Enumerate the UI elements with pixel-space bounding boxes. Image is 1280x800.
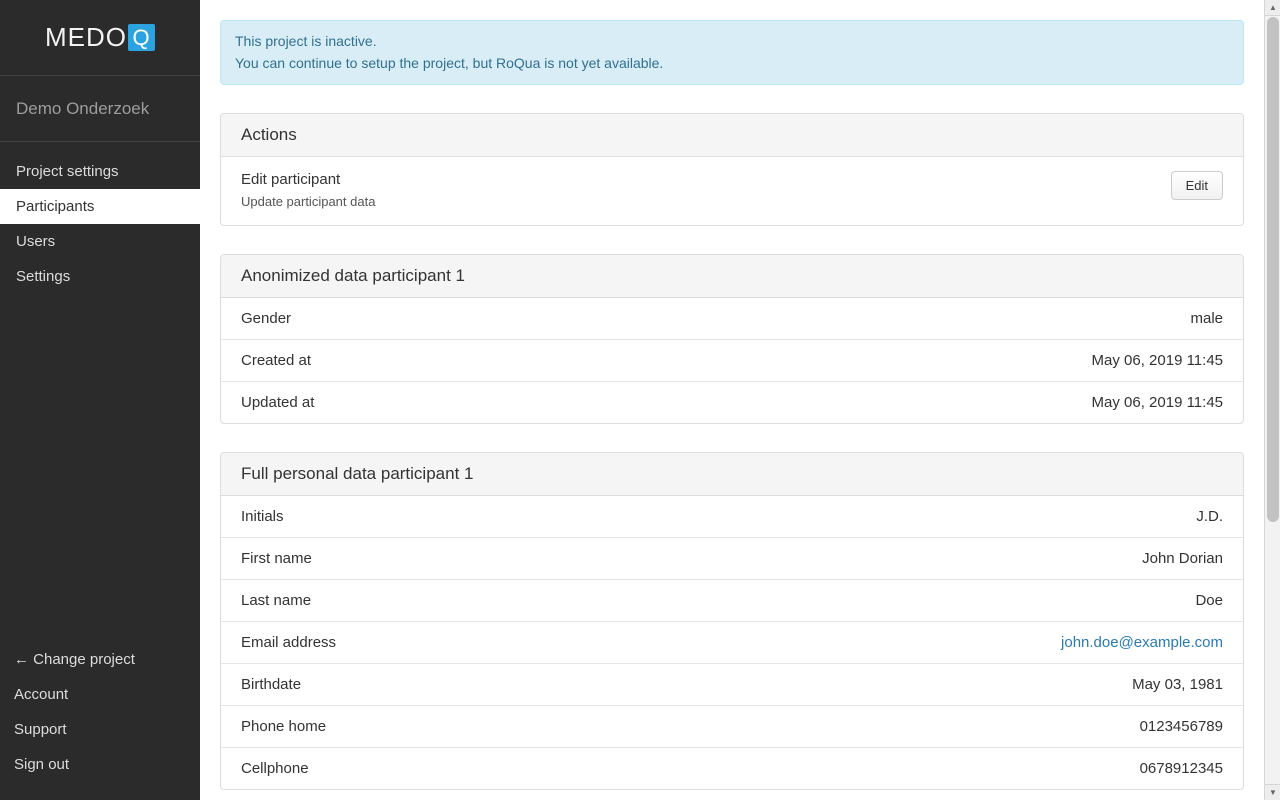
row-value: 0123456789 xyxy=(1139,718,1223,736)
row-value: 0678912345 xyxy=(1139,760,1223,778)
row-label: Last name xyxy=(241,592,312,610)
sign-out-link[interactable] xyxy=(0,747,200,782)
brand-text xyxy=(45,22,155,53)
table-row xyxy=(221,496,1243,538)
alert-line-2: You can continue to setup the project, but RoQua is not yet available. xyxy=(235,54,664,71)
main-content xyxy=(200,0,1280,800)
main-inner xyxy=(200,0,1280,790)
actions-panel xyxy=(220,113,1244,226)
edit-participant-subtitle: Update participant data xyxy=(241,194,376,210)
table-row xyxy=(221,340,1243,382)
email-link[interactable]: john.doe@example.com xyxy=(1061,634,1223,652)
brand-accent-letter: Q xyxy=(128,24,155,51)
alert-line-1: This project is inactive. xyxy=(235,33,377,49)
scroll-down-icon[interactable]: ▼ xyxy=(1265,784,1280,800)
vertical-scrollbar[interactable] xyxy=(1264,0,1280,800)
row-label: Email address xyxy=(241,634,337,652)
sidebar-bottom-nav xyxy=(0,642,200,782)
sidebar-item-project-settings[interactable] xyxy=(0,154,200,189)
sidebar-item-label: Users xyxy=(16,233,56,250)
table-row xyxy=(221,298,1243,340)
edit-participant-block xyxy=(241,171,375,209)
table-row xyxy=(221,580,1243,622)
table-row xyxy=(221,382,1243,423)
sidebar-nav xyxy=(0,154,200,294)
table-row xyxy=(221,706,1243,748)
sidebar-item-participants[interactable] xyxy=(0,189,200,224)
row-value: male xyxy=(1190,310,1223,328)
sidebar-item-users[interactable] xyxy=(0,224,200,259)
table-row xyxy=(221,622,1243,664)
row-label: Cellphone xyxy=(241,760,309,778)
personal-data-panel xyxy=(220,452,1244,790)
brand-logo[interactable] xyxy=(0,0,200,76)
sidebar-item-settings[interactable] xyxy=(0,259,200,294)
table-row xyxy=(221,748,1243,789)
project-name: Demo Onderzoek xyxy=(0,76,200,142)
sidebar xyxy=(0,0,200,800)
sidebar-item-label: Settings xyxy=(16,268,71,285)
account-link[interactable] xyxy=(0,677,200,712)
scroll-up-icon[interactable]: ▲ xyxy=(1265,0,1280,16)
inactive-project-alert xyxy=(220,20,1244,85)
row-value: May 03, 1981 xyxy=(1132,676,1223,694)
personal-panel-title: Full personal data participant 1 xyxy=(221,453,1243,496)
support-label: Support xyxy=(14,721,67,738)
brand-word: MEDO xyxy=(45,22,127,52)
table-row xyxy=(221,664,1243,706)
row-value: Doe xyxy=(1195,592,1223,610)
row-label: Updated at xyxy=(241,394,315,412)
row-label: Initials xyxy=(241,508,284,526)
change-project-link[interactable] xyxy=(0,642,200,677)
row-label: Created at xyxy=(241,352,312,370)
scrollbar-thumb[interactable] xyxy=(1267,17,1279,522)
actions-panel-title: Actions xyxy=(221,114,1243,157)
row-value: May 06, 2019 11:45 xyxy=(1091,394,1223,412)
anonymized-data-panel xyxy=(220,254,1244,424)
account-label: Account xyxy=(14,686,69,703)
sidebar-item-label: Project settings xyxy=(16,163,119,180)
row-label: Phone home xyxy=(241,718,327,736)
edit-participant-title: Edit participant xyxy=(241,171,341,189)
table-row xyxy=(221,538,1243,580)
anonymized-panel-title: Anonimized data participant 1 xyxy=(221,255,1243,298)
change-project-label: ← Change project xyxy=(14,651,135,668)
row-label: Gender xyxy=(241,310,292,328)
edit-button[interactable]: Edit xyxy=(1171,171,1223,200)
sign-out-label: Sign out xyxy=(14,756,70,773)
row-value: J.D. xyxy=(1196,508,1223,526)
row-label: Birthdate xyxy=(241,676,302,694)
support-link[interactable] xyxy=(0,712,200,747)
actions-panel-body xyxy=(221,157,1243,225)
row-label: First name xyxy=(241,550,312,568)
row-value: May 06, 2019 11:45 xyxy=(1091,352,1223,370)
row-value: John Dorian xyxy=(1142,550,1223,568)
sidebar-item-label: Participants xyxy=(16,198,95,215)
